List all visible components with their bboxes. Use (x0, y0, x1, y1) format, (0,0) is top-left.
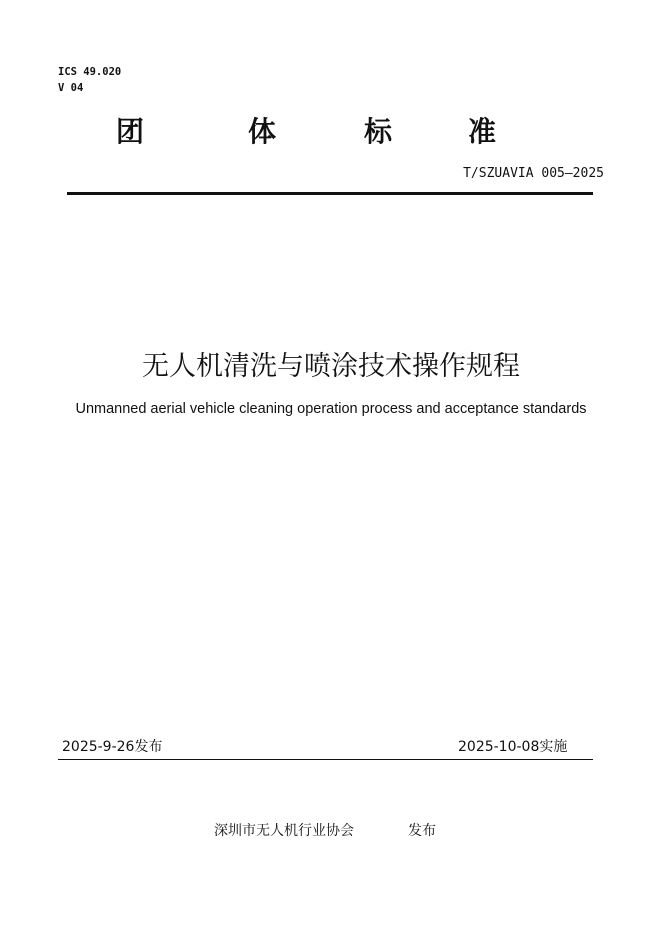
category-char-3: 标 (364, 115, 393, 148)
standard-category (0, 110, 662, 154)
implementation-date: 2025-10-08实施 (458, 739, 568, 755)
ccs-code: V 04 (58, 82, 84, 94)
document-title-en: Unmanned aerial vehicle cleaning operation process and acceptance standards (75, 401, 587, 417)
publisher-name: 深圳市无人机行业协会 (214, 823, 354, 839)
standard-number: T/SZUAVIA 005—2025 (463, 166, 604, 181)
publication-date: 2025-9-26发布 (62, 739, 163, 755)
category-char-1: 团 (116, 115, 145, 148)
ics-code: ICS 49.020 (58, 66, 122, 78)
category-char-2: 体 (248, 115, 277, 148)
footer-divider (58, 759, 593, 760)
document-title-zh: 无人机清洗与喷涂技术操作规程 (142, 351, 520, 382)
publish-label: 发布 (408, 823, 436, 839)
header-divider (67, 192, 593, 195)
classification-codes (58, 64, 121, 96)
category-char-4: 准 (468, 115, 497, 148)
